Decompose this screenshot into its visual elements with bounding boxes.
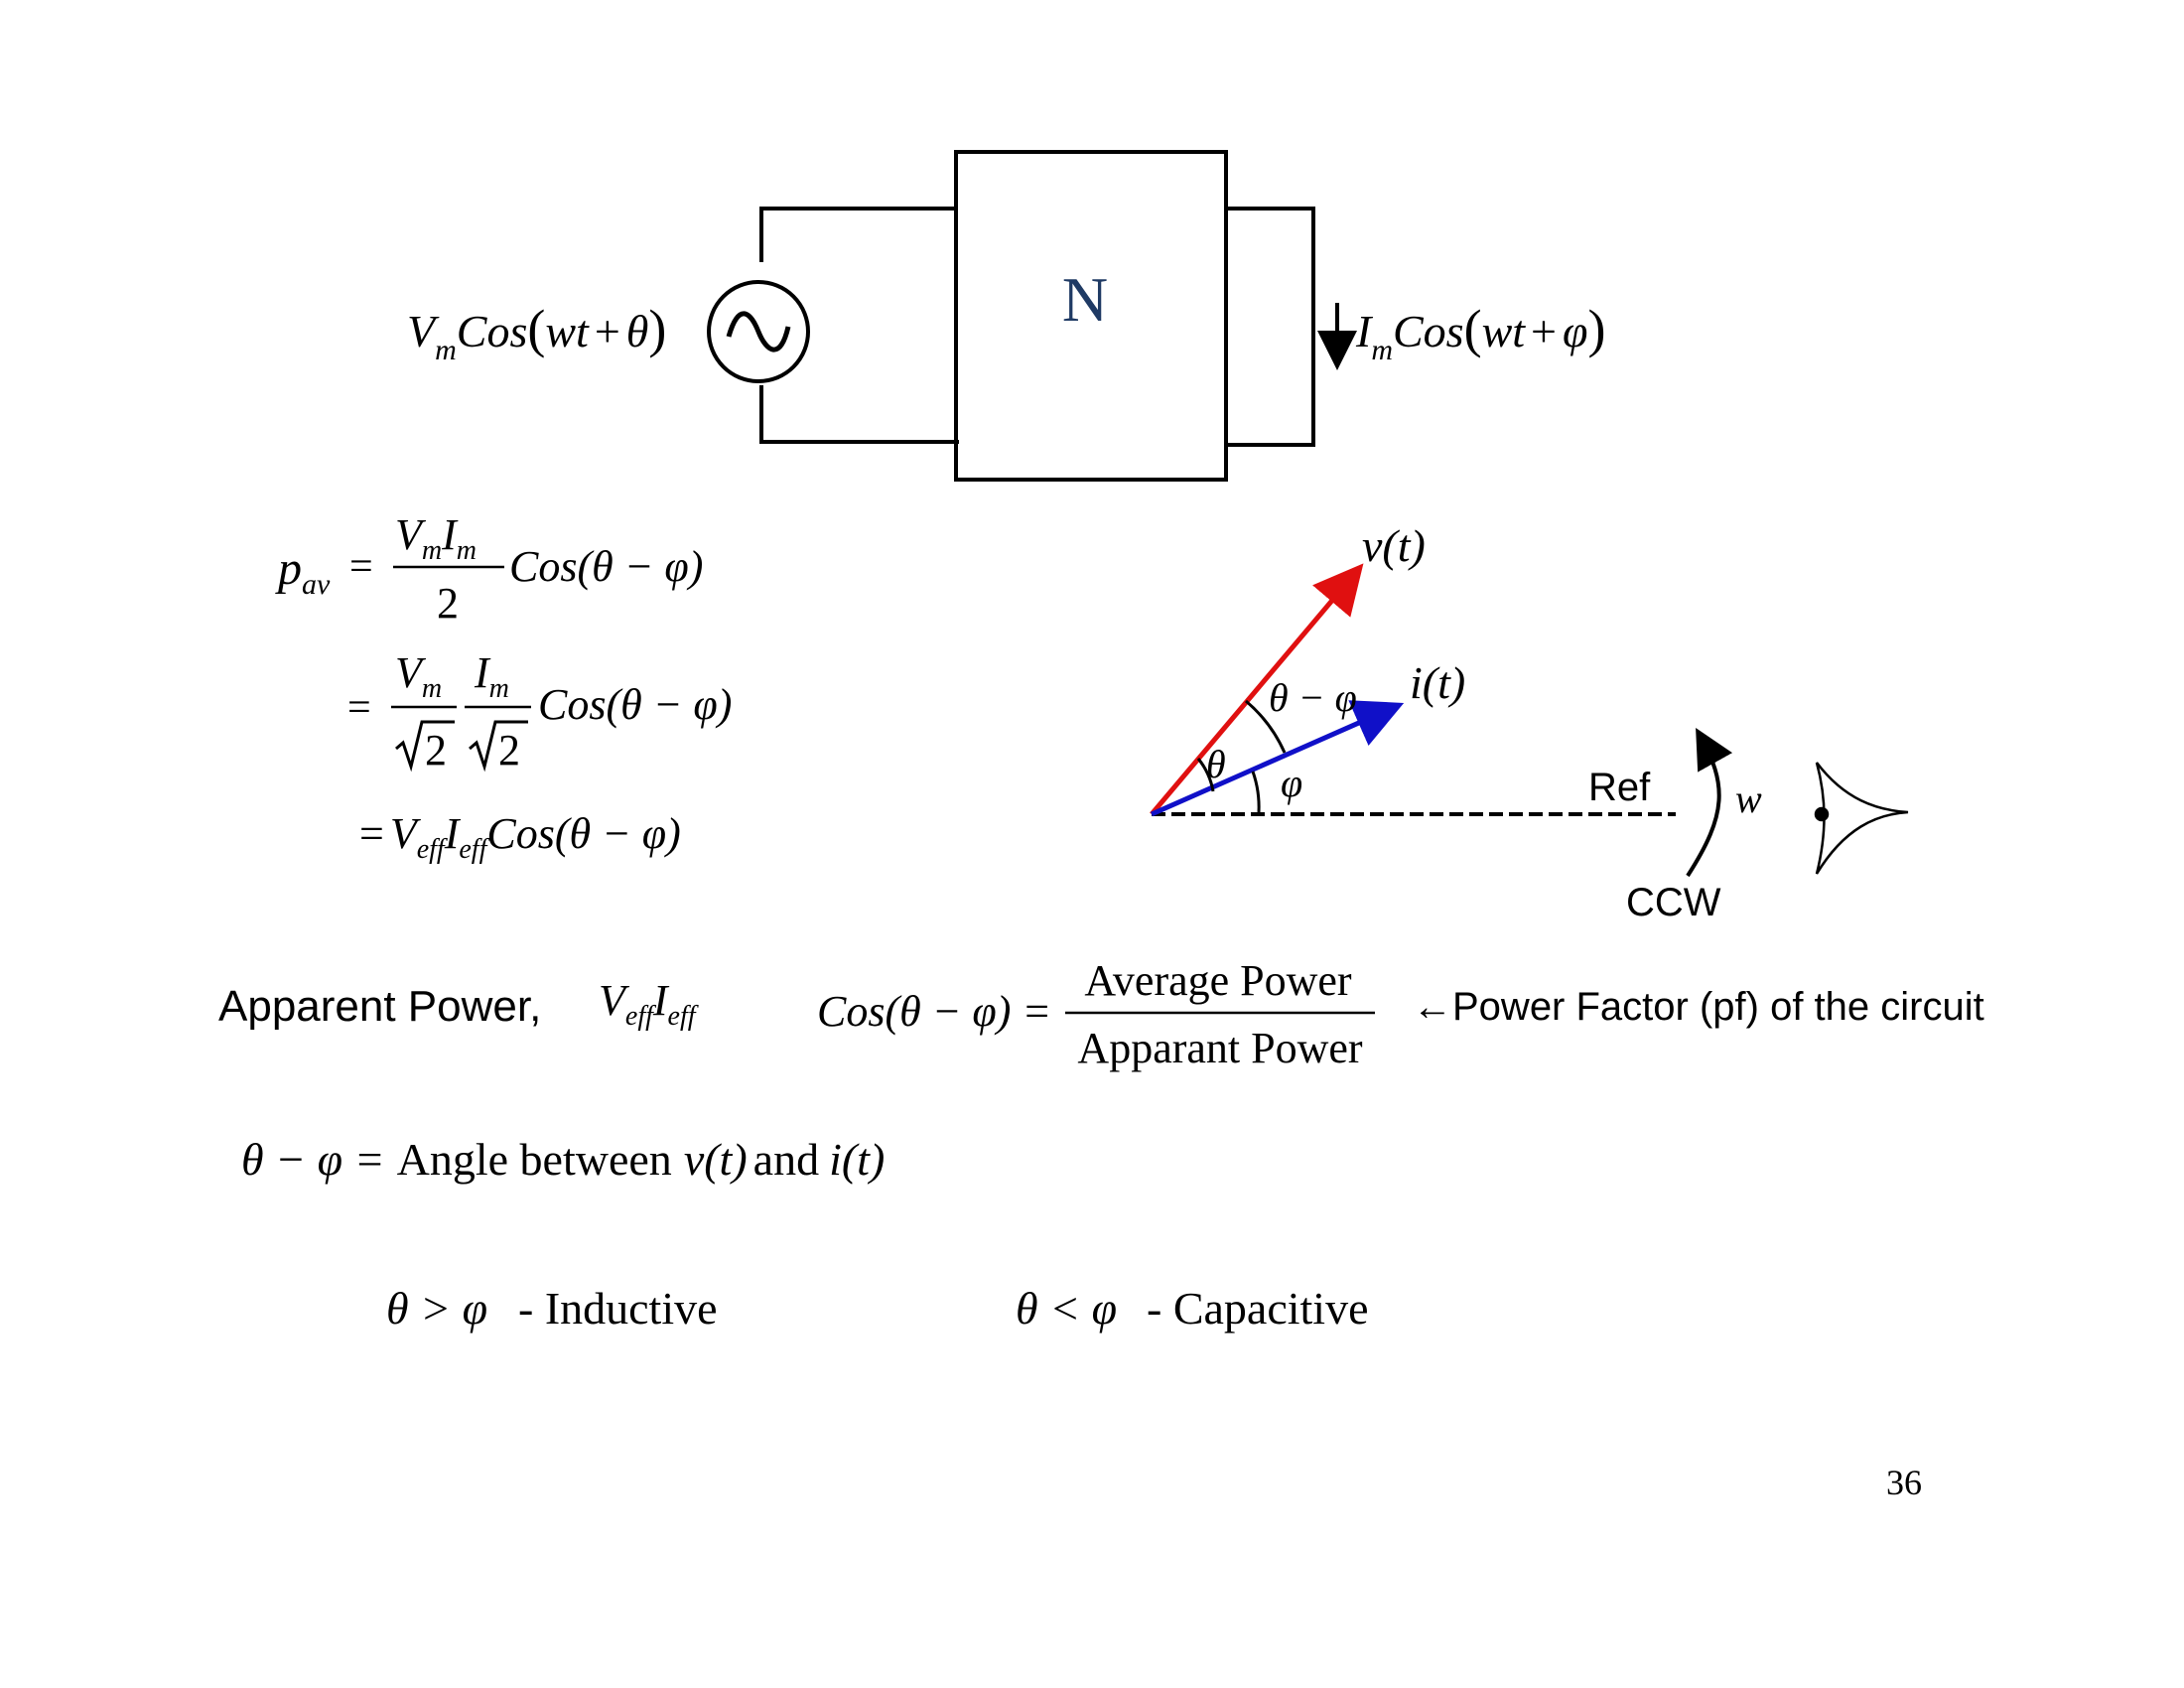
pav-lhs: $p_{av}$ bbox=[278, 542, 331, 601]
network-label: N bbox=[1061, 264, 1109, 335]
source-bottom-wire bbox=[761, 385, 959, 442]
average-power-equations bbox=[275, 510, 732, 865]
eq2-den-2: 2 bbox=[498, 726, 520, 774]
page-number: 36 bbox=[1886, 1463, 1922, 1502]
v-label: v(t) bbox=[1362, 520, 1426, 571]
circuit-diagram bbox=[709, 152, 1337, 480]
eye-icon bbox=[1816, 763, 1908, 874]
load-wire bbox=[1226, 209, 1313, 445]
phi-arc bbox=[1253, 772, 1259, 812]
pf-numerator: Average Power bbox=[1084, 956, 1352, 1005]
eq1-numerator: $V_mI_m$ bbox=[395, 510, 478, 566]
eq1-rhs: Cos(θ − φ) bbox=[509, 542, 704, 591]
eq2-rhs: Cos(θ − φ) bbox=[538, 680, 733, 729]
phasor-diagram bbox=[1152, 571, 1908, 876]
apparent-power-label: Apparent Power, bbox=[218, 982, 542, 1031]
eq2-num-i: $I_m$ bbox=[475, 648, 509, 704]
theta-label: θ bbox=[1206, 742, 1226, 786]
phi-label: φ bbox=[1281, 761, 1303, 805]
pf-denominator: Apparant Power bbox=[1077, 1024, 1363, 1072]
eq1-denominator: 2 bbox=[437, 579, 459, 628]
inductive-condition: θ > φ bbox=[386, 1283, 488, 1334]
angle-definition: θ − φ = Angle between v(t) and i(t) bbox=[241, 1134, 886, 1185]
eq3: = $V_{eff}I_{eff}Cos(\theta - \varphi)$ bbox=[359, 809, 681, 865]
apparent-power-expression: $V_{eff}I_{eff}$ bbox=[599, 976, 696, 1032]
ccw-label: CCW bbox=[1626, 881, 1721, 924]
ref-label: Ref bbox=[1588, 766, 1651, 809]
source-expression: $V_mCos(wt + \theta)$ bbox=[407, 299, 667, 366]
inductive-label: - Inductive bbox=[518, 1283, 718, 1334]
pf-note: ←Power Factor (pf) of the circuit bbox=[1413, 985, 1984, 1029]
capacitive-condition: θ < φ bbox=[1016, 1283, 1118, 1334]
theta-minus-phi-label: θ − φ bbox=[1269, 675, 1357, 720]
capacitive-label: - Capacitive bbox=[1147, 1283, 1369, 1334]
eq2-equals: = bbox=[347, 685, 371, 731]
source-top-wire bbox=[761, 209, 956, 262]
eq2-num-v: $V_m$ bbox=[395, 648, 443, 704]
pf-lhs: Cos(θ − φ) = bbox=[817, 987, 1052, 1036]
rotation-arrow bbox=[1688, 735, 1719, 876]
i-phasor bbox=[1152, 707, 1395, 814]
eq2-den-1: 2 bbox=[425, 726, 447, 774]
eq1-equals: = bbox=[349, 544, 373, 590]
current-expression: $I_mCos(wt + \varphi)$ bbox=[1356, 299, 1606, 366]
i-label: i(t) bbox=[1410, 657, 1466, 708]
w-label: w bbox=[1735, 776, 1762, 821]
ac-source-wave-icon bbox=[729, 314, 788, 350]
